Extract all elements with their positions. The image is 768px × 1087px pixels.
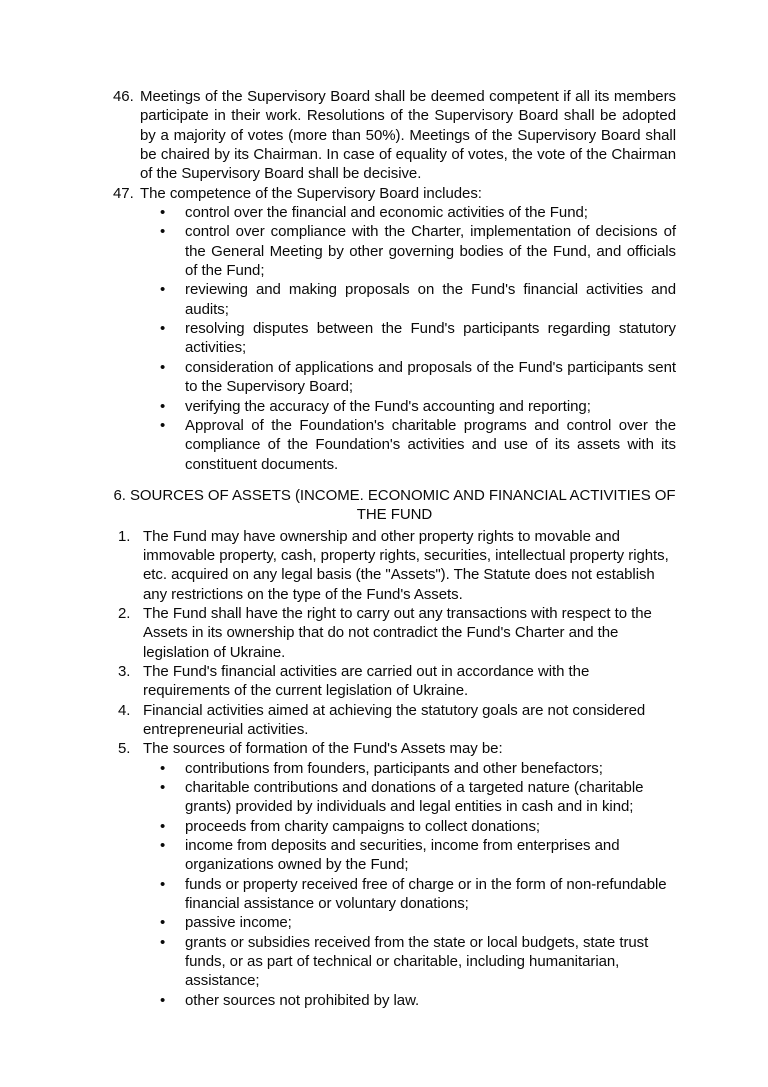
item-text: The Fund may have ownership and other property rights to movable and immovable property, cash, property rights, securities, intellectual property rights, etc. acquired on any legal basis (the "Assets"). The Statute does not establish any restrictions on the type of the Fund's Assets. (143, 527, 669, 603)
item-text: The sources of formation of the Fund's Assets may be: (143, 740, 503, 758)
numbered-item (118, 662, 676, 701)
numbered-list-section (113, 527, 676, 1011)
numbered-item (118, 527, 676, 604)
bullet-item (143, 836, 676, 875)
bullet-item (143, 759, 676, 778)
bullet-marker-icon (160, 991, 185, 1010)
bullet-list (140, 203, 676, 474)
bullet-marker-icon (160, 913, 185, 932)
bullet-marker-icon (160, 203, 185, 222)
bullet-item (143, 913, 676, 932)
bullet-text: grants or subsidies received from the state or local budgets, state trust funds, or as part of technical or charitable, including humanitarian, assistance; (185, 933, 649, 990)
bullet-marker-icon (160, 875, 185, 894)
numbered-item (113, 87, 676, 184)
bullet-marker-icon (160, 759, 185, 778)
bullet-text: other sources not prohibited by law. (185, 991, 420, 1009)
item-text: Financial activities aimed at achieving the statutory goals are not considered entrepreneurial activities. (143, 701, 646, 738)
bullet-item (143, 991, 676, 1010)
bullet-item (140, 416, 676, 474)
bullet-item (143, 933, 676, 991)
bullet-text: funds or property received free of charge or in the form of non-refundable financial assistance or voluntary donations; (185, 875, 667, 913)
bullet-item (143, 875, 676, 914)
bullet-text: reviewing and making proposals on the Fund's financial activities and audits; (185, 281, 676, 318)
item-number: 4. (118, 701, 131, 719)
bullet-text: Approval of the Foundation's charitable programs and control over the compliance of the Foundation's activities and use of its assets with its constituent documents. (185, 416, 676, 473)
section-heading: 6. SOURCES OF ASSETS (INCOME. ECONOMIC AND FINANCIAL ACTIVITIES OF THE FUND (113, 486, 676, 524)
bullet-marker-icon (160, 319, 185, 338)
item-number: 5. (118, 740, 131, 758)
bullet-item (143, 817, 676, 836)
bullet-item (140, 280, 676, 319)
bullet-marker-icon (160, 222, 185, 241)
item-text: Meetings of the Supervisory Board shall be deemed competent if all its members participate in their work. Resolutions of the Supervisory Board shall be adopted by a majority of votes (more than 50%). Meetings of the Supervisory Board shall be chaired by its Chairman. In case of equality of votes, the vote of the Chairman of the Supervisory Board shall be decisive. (140, 88, 676, 183)
item-number: 46. (113, 88, 134, 105)
bullet-text: consideration of applications and proposals of the Fund's participants sent to the Supervisory Board; (185, 358, 676, 396)
item-body (143, 739, 676, 1010)
item-number: 1. (118, 527, 131, 545)
bullet-marker-icon (160, 397, 185, 416)
item-body (143, 662, 676, 701)
item-body (143, 701, 676, 740)
item-body (140, 87, 676, 184)
bullet-item (140, 358, 676, 397)
bullet-item (143, 778, 676, 817)
bullet-list (143, 759, 676, 1010)
bullet-text: verifying the accuracy of the Fund's accounting and reporting; (185, 397, 591, 415)
bullet-text: control over compliance with the Charter, implementation of decisions of the General Meeting by other governing bodies of the Fund, and officials of the Fund; (185, 223, 676, 280)
bullet-marker-icon (160, 280, 185, 299)
item-body (143, 527, 676, 604)
item-body (143, 604, 676, 662)
bullet-marker-icon (160, 933, 185, 952)
bullet-text: income from deposits and securities, income from enterprises and organizations owned by the Fund; (185, 837, 620, 874)
bullet-text: control over the financial and economic activities of the Fund; (185, 204, 588, 222)
bullet-text: passive income; (185, 914, 292, 932)
bullet-text: contributions from founders, participants and other benefactors; (185, 759, 603, 777)
bullet-text: charitable contributions and donations of a targeted nature (charitable grants) provided by individuals and legal entities in cash and in kind; (185, 779, 644, 816)
bullet-item (140, 203, 676, 222)
bullet-item (140, 397, 676, 416)
item-text: The Fund's financial activities are carried out in accordance with the requirements of the current legislation of Ukraine. (143, 662, 590, 700)
item-body (140, 184, 676, 474)
bullet-marker-icon (160, 817, 185, 836)
item-number: 2. (118, 604, 131, 622)
bullet-marker-icon (160, 416, 185, 435)
numbered-item (118, 701, 676, 740)
bullet-item (140, 222, 676, 280)
bullet-marker-icon (160, 836, 185, 855)
numbered-item (118, 739, 676, 1010)
bullet-item (140, 319, 676, 358)
item-text: The Fund shall have the right to carry out any transactions with respect to the Assets in its ownership that do not contradict the Fund's Charter and the legislation of Ukraine. (143, 604, 652, 661)
item-text: The competence of the Supervisory Board includes: (140, 184, 482, 202)
bullet-marker-icon (160, 358, 185, 377)
bullet-text: proceeds from charity campaigns to collect donations; (185, 817, 541, 835)
item-number: 47. (113, 184, 134, 202)
bullet-text: resolving disputes between the Fund's participants regarding statutory activities; (185, 320, 676, 357)
numbered-item (118, 604, 676, 662)
bullet-marker-icon (160, 778, 185, 797)
numbered-item (113, 184, 676, 474)
numbered-list-top (113, 87, 676, 474)
item-number: 3. (118, 662, 131, 680)
